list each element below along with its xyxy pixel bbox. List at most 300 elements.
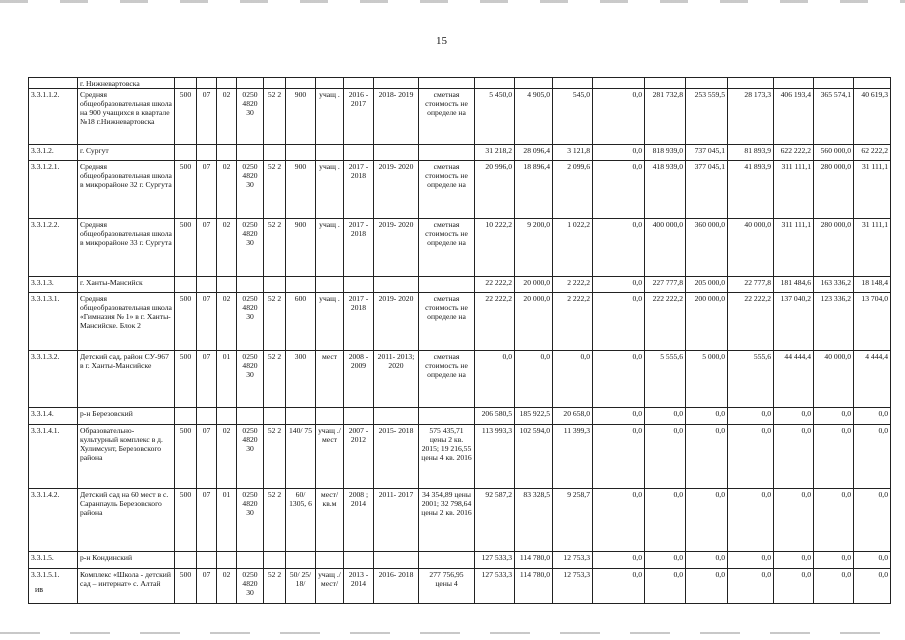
- cell-construction-years: 2015- 2018: [374, 425, 419, 489]
- cell-y2018-all: 818 939,0: [645, 145, 686, 161]
- cell-y2019-mb: 0,0: [854, 489, 891, 552]
- cell-ministry: [175, 277, 197, 293]
- cell-y2018-ao: [686, 78, 728, 89]
- cell-y2019-ao: 560 000,0: [814, 145, 854, 161]
- cell-capacity: 900: [286, 219, 316, 277]
- cell-section: [197, 277, 217, 293]
- cell-unit: [316, 145, 344, 161]
- cell-total-ao: 18 896,4: [515, 161, 553, 219]
- cell-expense-type: [264, 552, 286, 569]
- cell-y2018-mb: 41 893,9: [728, 161, 774, 219]
- cell-construction-years: 2011- 2017: [374, 489, 419, 552]
- cell-y2018-ao: 737 045,1: [686, 145, 728, 161]
- cell-total-all: 127 533,3: [475, 569, 515, 604]
- cell-y2019-mb: 0,0: [854, 569, 891, 604]
- cell-y2018-ao: 0,0: [686, 408, 728, 425]
- cell-construction-years: 2019- 2020: [374, 293, 419, 351]
- cell-y2019-mb: [854, 78, 891, 89]
- cell-ministry: [175, 552, 197, 569]
- cell-estimated-cost: 34 354,89 цены 2001; 32 798,64 цены 2 кв. 2016: [419, 489, 475, 552]
- cell-total-other: 0,0: [593, 277, 645, 293]
- cell-target-article: [237, 552, 264, 569]
- cell-total-ao: 185 922,5: [515, 408, 553, 425]
- cell-total-all: 10 222,2: [475, 219, 515, 277]
- cell-y2018-all: 418 939,0: [645, 161, 686, 219]
- cell-y2018-ao: 0,0: [686, 569, 728, 604]
- cell-y2018-all: 0,0: [645, 489, 686, 552]
- cell-target-article: 0250 4820 30: [237, 219, 264, 277]
- cell-capacity: [286, 145, 316, 161]
- cell-y2018-mb: 0,0: [728, 425, 774, 489]
- cell-y2018-mb: 555,6: [728, 351, 774, 408]
- cell-unit: учащ .: [316, 89, 344, 145]
- cell-y2019-mb: 18 148,4: [854, 277, 891, 293]
- cell-subsection: 02: [217, 425, 237, 489]
- cell-total-all: 20 996,0: [475, 161, 515, 219]
- cell-y2019-all: 406 193,4: [774, 89, 814, 145]
- cell-expense-type: [264, 408, 286, 425]
- cell-total-ao: 114 780,0: [515, 569, 553, 604]
- cell-ministry: 500: [175, 569, 197, 604]
- cell-y2019-all: 0,0: [774, 552, 814, 569]
- table-row: [29, 408, 891, 425]
- cell-design-years: [344, 78, 374, 89]
- cell-y2018-ao: 0,0: [686, 552, 728, 569]
- cell-capacity: [286, 408, 316, 425]
- cell-total-other: 0,0: [593, 293, 645, 351]
- cell-code: 3.3.1.2.1.: [29, 161, 78, 219]
- cell-total-other: [593, 78, 645, 89]
- cell-y2018-all: 0,0: [645, 408, 686, 425]
- cell-unit: [316, 408, 344, 425]
- cell-name: г. Ханты-Мансийск: [78, 277, 175, 293]
- cell-y2018-all: 0,0: [645, 569, 686, 604]
- cell-target-article: [237, 408, 264, 425]
- cell-construction-years: 2018- 2019: [374, 89, 419, 145]
- cell-y2018-ao: 0,0: [686, 425, 728, 489]
- cell-y2018-mb: 40 000,0: [728, 219, 774, 277]
- cell-total-other: 0,0: [593, 489, 645, 552]
- cell-total-ao: 20 000,0: [515, 293, 553, 351]
- cell-total-mb: 20 658,0: [553, 408, 593, 425]
- cell-y2019-ao: 0,0: [814, 425, 854, 489]
- cell-y2018-all: 5 555,6: [645, 351, 686, 408]
- cell-capacity: 600: [286, 293, 316, 351]
- cell-total-mb: 2 099,6: [553, 161, 593, 219]
- cell-y2019-mb: 40 619,3: [854, 89, 891, 145]
- cell-subsection: [217, 552, 237, 569]
- cell-unit: учащ .: [316, 161, 344, 219]
- cell-expense-type: 52 2: [264, 569, 286, 604]
- cell-expense-type: [264, 78, 286, 89]
- cell-unit: учащ .: [316, 219, 344, 277]
- cell-total-other: 0,0: [593, 219, 645, 277]
- table-row: [29, 489, 891, 552]
- cell-estimated-cost: сметная стоимость не определе на: [419, 351, 475, 408]
- cell-total-all: 31 218,2: [475, 145, 515, 161]
- cell-name: Средняя общеобразовательная школа на 900 учащихся в квартале №18 г.Нижневартовска: [78, 89, 175, 145]
- cell-section: [197, 408, 217, 425]
- table-row: [29, 89, 891, 145]
- cell-y2018-all: 0,0: [645, 552, 686, 569]
- cell-y2018-mb: [728, 78, 774, 89]
- cell-total-all: [475, 78, 515, 89]
- scan-top-edge: [0, 0, 905, 3]
- cell-total-all: 5 450,0: [475, 89, 515, 145]
- cell-name: Образовательно-культурный комплекс в д. Хулимсунт, Березовского района: [78, 425, 175, 489]
- table-row: [29, 569, 891, 604]
- cell-y2018-mb: 0,0: [728, 489, 774, 552]
- cell-y2019-mb: 0,0: [854, 408, 891, 425]
- cell-target-article: 0250 4820 30: [237, 489, 264, 552]
- cell-total-mb: 12 753,3: [553, 569, 593, 604]
- cell-total-all: 127 533,3: [475, 552, 515, 569]
- cell-capacity: [286, 552, 316, 569]
- cell-y2018-mb: 0,0: [728, 408, 774, 425]
- cell-construction-years: 2019- 2020: [374, 219, 419, 277]
- cell-capacity: 300: [286, 351, 316, 408]
- cell-y2019-all: 0,0: [774, 425, 814, 489]
- cell-y2019-ao: 123 336,2: [814, 293, 854, 351]
- cell-subsection: [217, 78, 237, 89]
- cell-design-years: 2008 ; 2014: [344, 489, 374, 552]
- cell-y2018-all: [645, 78, 686, 89]
- cell-estimated-cost: 277 756,95 цены 4: [419, 569, 475, 604]
- cell-subsection: [217, 145, 237, 161]
- cell-subsection: 02: [217, 89, 237, 145]
- cell-y2019-ao: 0,0: [814, 569, 854, 604]
- cell-total-mb: 0,0: [553, 351, 593, 408]
- cell-section: [197, 145, 217, 161]
- cell-y2019-mb: 62 222,2: [854, 145, 891, 161]
- cell-y2019-all: 311 111,1: [774, 219, 814, 277]
- cell-code: 3.3.1.2.2.: [29, 219, 78, 277]
- cell-estimated-cost: сметная стоимость не определе на: [419, 89, 475, 145]
- cell-design-years: 2016 - 2017: [344, 89, 374, 145]
- cell-code: 3.3.1.4.2.: [29, 489, 78, 552]
- cell-unit: [316, 277, 344, 293]
- cell-target-article: 0250 4820 30: [237, 569, 264, 604]
- cell-design-years: 2017 - 2018: [344, 161, 374, 219]
- cell-y2019-ao: 0,0: [814, 408, 854, 425]
- cell-ministry: 500: [175, 351, 197, 408]
- cell-ministry: 500: [175, 219, 197, 277]
- cell-total-other: 0,0: [593, 161, 645, 219]
- cell-ministry: [175, 78, 197, 89]
- cell-total-mb: 2 222,2: [553, 293, 593, 351]
- cell-y2018-mb: 28 173,3: [728, 89, 774, 145]
- cell-y2019-all: 0,0: [774, 408, 814, 425]
- cell-total-mb: 9 258,7: [553, 489, 593, 552]
- table-row: [29, 552, 891, 569]
- cell-unit: мест: [316, 351, 344, 408]
- cell-target-article: 0250 4820 30: [237, 293, 264, 351]
- cell-design-years: [344, 277, 374, 293]
- cell-y2018-ao: 5 000,0: [686, 351, 728, 408]
- cell-construction-years: [374, 277, 419, 293]
- cell-total-all: 92 587,2: [475, 489, 515, 552]
- cell-total-ao: 114 780,0: [515, 552, 553, 569]
- cell-code: 3.3.1.2.: [29, 145, 78, 161]
- cell-y2018-ao: 377 045,1: [686, 161, 728, 219]
- cell-y2019-mb: 0,0: [854, 552, 891, 569]
- cell-total-ao: 20 000,0: [515, 277, 553, 293]
- cell-y2018-mb: 0,0: [728, 552, 774, 569]
- cell-name: р-н Березовский: [78, 408, 175, 425]
- cell-estimated-cost: [419, 78, 475, 89]
- cell-name: Средняя общеобразовательная школа в микрорайоне 32 г. Сургута: [78, 161, 175, 219]
- cell-total-all: 113 993,3: [475, 425, 515, 489]
- cell-subsection: [217, 408, 237, 425]
- cell-design-years: 2008 - 2009: [344, 351, 374, 408]
- cell-total-other: 0,0: [593, 408, 645, 425]
- cell-total-mb: 12 753,3: [553, 552, 593, 569]
- cell-total-ao: 0,0: [515, 351, 553, 408]
- cell-total-ao: [515, 78, 553, 89]
- cell-expense-type: [264, 145, 286, 161]
- cell-unit: учащ .: [316, 293, 344, 351]
- cell-estimated-cost: [419, 552, 475, 569]
- cell-estimated-cost: сметная стоимость не определе на: [419, 293, 475, 351]
- cell-total-all: 206 580,5: [475, 408, 515, 425]
- cell-total-mb: [553, 78, 593, 89]
- cell-total-ao: 83 328,5: [515, 489, 553, 552]
- cell-estimated-cost: 575 435,71 цены 2 кв. 2015; 19 216,55 цены 4 кв. 2016: [419, 425, 475, 489]
- cell-section: 07: [197, 89, 217, 145]
- cell-design-years: [344, 408, 374, 425]
- cell-section: [197, 78, 217, 89]
- cell-capacity: 140/ 75: [286, 425, 316, 489]
- cell-estimated-cost: сметная стоимость не определе на: [419, 219, 475, 277]
- cell-y2019-ao: 40 000,0: [814, 351, 854, 408]
- cell-target-article: [237, 277, 264, 293]
- cell-name: г. Сургут: [78, 145, 175, 161]
- cell-name: Детский сад, район СУ-967 в г. Ханты-Мансийске: [78, 351, 175, 408]
- cell-subsection: 01: [217, 489, 237, 552]
- cell-name: Детский сад на 60 мест в с. Саранпауль Березовского района: [78, 489, 175, 552]
- cell-y2018-all: 281 732,8: [645, 89, 686, 145]
- cell-y2019-all: 0,0: [774, 489, 814, 552]
- cell-subsection: [217, 277, 237, 293]
- cell-unit: учащ ./ мест: [316, 425, 344, 489]
- cell-ministry: 500: [175, 425, 197, 489]
- cell-section: 07: [197, 489, 217, 552]
- cell-total-ao: 102 594,0: [515, 425, 553, 489]
- cell-design-years: 2017 - 2018: [344, 219, 374, 277]
- cell-y2018-ao: 200 000,0: [686, 293, 728, 351]
- cell-y2019-all: 311 111,1: [774, 161, 814, 219]
- cell-capacity: 900: [286, 161, 316, 219]
- cell-code: 3.3.1.5.: [29, 552, 78, 569]
- cell-expense-type: 52 2: [264, 489, 286, 552]
- cell-expense-type: 52 2: [264, 293, 286, 351]
- cell-total-other: 0,0: [593, 145, 645, 161]
- cell-design-years: 2013 - 2014: [344, 569, 374, 604]
- cell-y2018-mb: 22 777,8: [728, 277, 774, 293]
- cell-estimated-cost: [419, 408, 475, 425]
- cell-code: 3.3.1.1.2.: [29, 89, 78, 145]
- scan-bottom-edge: [0, 632, 905, 634]
- cell-code: 3.3.1.3.: [29, 277, 78, 293]
- cell-target-article: [237, 78, 264, 89]
- cell-design-years: [344, 145, 374, 161]
- cell-expense-type: 52 2: [264, 219, 286, 277]
- cell-estimated-cost: [419, 277, 475, 293]
- table-row: [29, 145, 891, 161]
- cell-y2019-mb: 31 111,1: [854, 219, 891, 277]
- cell-construction-years: [374, 408, 419, 425]
- cell-total-mb: 545,0: [553, 89, 593, 145]
- cell-total-other: 0,0: [593, 351, 645, 408]
- cell-ministry: 500: [175, 89, 197, 145]
- cell-y2019-mb: 4 444,4: [854, 351, 891, 408]
- cell-y2018-mb: 0,0: [728, 569, 774, 604]
- cell-design-years: 2017 - 2018: [344, 293, 374, 351]
- cell-y2018-all: 400 000,0: [645, 219, 686, 277]
- cell-subsection: 02: [217, 219, 237, 277]
- cell-y2019-all: 44 444,4: [774, 351, 814, 408]
- page-number: 15: [436, 35, 447, 47]
- cell-y2019-ao: 280 000,0: [814, 219, 854, 277]
- cell-code: 3.3.1.4.1.: [29, 425, 78, 489]
- cell-capacity: [286, 277, 316, 293]
- cell-ministry: [175, 145, 197, 161]
- footer-mark: ив: [35, 585, 44, 594]
- cell-design-years: [344, 552, 374, 569]
- cell-unit: [316, 78, 344, 89]
- cell-code: 3.3.1.3.2.: [29, 351, 78, 408]
- cell-section: 07: [197, 161, 217, 219]
- cell-section: 07: [197, 425, 217, 489]
- cell-construction-years: 2011- 2013; 2020: [374, 351, 419, 408]
- cell-target-article: [237, 145, 264, 161]
- table-row: [29, 351, 891, 408]
- cell-ministry: 500: [175, 489, 197, 552]
- cell-total-ao: 4 905,0: [515, 89, 553, 145]
- program-table: [28, 77, 891, 604]
- cell-total-all: 22 222,2: [475, 293, 515, 351]
- table-row: [29, 78, 891, 89]
- cell-expense-type: 52 2: [264, 89, 286, 145]
- cell-unit: мест/ кв.м: [316, 489, 344, 552]
- cell-design-years: 2007 - 2012: [344, 425, 374, 489]
- cell-capacity: 50/ 25/ 18/: [286, 569, 316, 604]
- cell-capacity: 900: [286, 89, 316, 145]
- cell-subsection: 02: [217, 161, 237, 219]
- cell-y2019-ao: 163 336,2: [814, 277, 854, 293]
- cell-y2019-mb: 31 111,1: [854, 161, 891, 219]
- cell-ministry: [175, 408, 197, 425]
- cell-construction-years: 2016- 2018: [374, 569, 419, 604]
- cell-y2019-all: 0,0: [774, 569, 814, 604]
- cell-expense-type: 52 2: [264, 161, 286, 219]
- cell-subsection: 02: [217, 293, 237, 351]
- cell-name: Средняя общеобразовательная школа в микрорайоне 33 г. Сургута: [78, 219, 175, 277]
- cell-y2018-all: 227 777,8: [645, 277, 686, 293]
- cell-expense-type: 52 2: [264, 425, 286, 489]
- cell-code: 3.3.1.3.1.: [29, 293, 78, 351]
- cell-total-other: 0,0: [593, 552, 645, 569]
- cell-target-article: 0250 4820 30: [237, 161, 264, 219]
- cell-unit: [316, 552, 344, 569]
- cell-section: 07: [197, 293, 217, 351]
- cell-y2018-ao: 0,0: [686, 489, 728, 552]
- table-row: [29, 293, 891, 351]
- cell-y2019-mb: 0,0: [854, 425, 891, 489]
- cell-unit: учащ ./ мест/: [316, 569, 344, 604]
- cell-y2018-mb: 81 893,9: [728, 145, 774, 161]
- cell-code: [29, 78, 78, 89]
- cell-capacity: 60/ 1305, 6: [286, 489, 316, 552]
- table-row: [29, 425, 891, 489]
- cell-ministry: 500: [175, 161, 197, 219]
- cell-total-other: 0,0: [593, 89, 645, 145]
- cell-subsection: 02: [217, 569, 237, 604]
- cell-total-mb: 11 399,3: [553, 425, 593, 489]
- cell-y2019-ao: 365 574,1: [814, 89, 854, 145]
- cell-total-mb: 3 121,8: [553, 145, 593, 161]
- cell-y2019-all: 622 222,2: [774, 145, 814, 161]
- table-row: [29, 161, 891, 219]
- cell-construction-years: 2019- 2020: [374, 161, 419, 219]
- cell-y2019-ao: 0,0: [814, 552, 854, 569]
- cell-y2019-ao: [814, 78, 854, 89]
- table-row: [29, 277, 891, 293]
- table-row: [29, 219, 891, 277]
- cell-construction-years: [374, 78, 419, 89]
- cell-code: 3.3.1.5.1.: [29, 569, 78, 604]
- cell-estimated-cost: сметная стоимость не определе на: [419, 161, 475, 219]
- cell-y2019-all: 181 484,6: [774, 277, 814, 293]
- cell-section: 07: [197, 219, 217, 277]
- cell-expense-type: 52 2: [264, 351, 286, 408]
- cell-total-all: 0,0: [475, 351, 515, 408]
- cell-y2018-ao: 205 000,0: [686, 277, 728, 293]
- cell-total-all: 22 222,2: [475, 277, 515, 293]
- cell-y2019-ao: 280 000,0: [814, 161, 854, 219]
- cell-name: Комплекс «Школа - детский сад – интернат» с. Алтай: [78, 569, 175, 604]
- cell-section: [197, 552, 217, 569]
- cell-construction-years: [374, 145, 419, 161]
- cell-total-ao: 9 200,0: [515, 219, 553, 277]
- cell-y2019-all: [774, 78, 814, 89]
- cell-expense-type: [264, 277, 286, 293]
- cell-ministry: 500: [175, 293, 197, 351]
- cell-estimated-cost: [419, 145, 475, 161]
- cell-name: г. Нижневартовска: [78, 78, 175, 89]
- cell-section: 07: [197, 569, 217, 604]
- cell-code: 3.3.1.4.: [29, 408, 78, 425]
- cell-section: 07: [197, 351, 217, 408]
- cell-target-article: 0250 4820 30: [237, 351, 264, 408]
- cell-name: р-н Кондинский: [78, 552, 175, 569]
- cell-y2018-ao: 360 000,0: [686, 219, 728, 277]
- cell-total-mb: 1 022,2: [553, 219, 593, 277]
- cell-y2019-mb: 13 704,0: [854, 293, 891, 351]
- cell-capacity: [286, 78, 316, 89]
- cell-total-ao: 28 096,4: [515, 145, 553, 161]
- cell-y2018-mb: 22 222,2: [728, 293, 774, 351]
- cell-target-article: 0250 4820 30: [237, 89, 264, 145]
- cell-name: Средняя общеобразовательная школа «Гимназия № 1» в г. Ханты-Мансийске. Блок 2: [78, 293, 175, 351]
- cell-y2018-all: 222 222,2: [645, 293, 686, 351]
- cell-subsection: 01: [217, 351, 237, 408]
- cell-y2018-ao: 253 559,5: [686, 89, 728, 145]
- cell-y2018-all: 0,0: [645, 425, 686, 489]
- cell-total-other: 0,0: [593, 569, 645, 604]
- cell-y2019-all: 137 040,2: [774, 293, 814, 351]
- cell-target-article: 0250 4820 30: [237, 425, 264, 489]
